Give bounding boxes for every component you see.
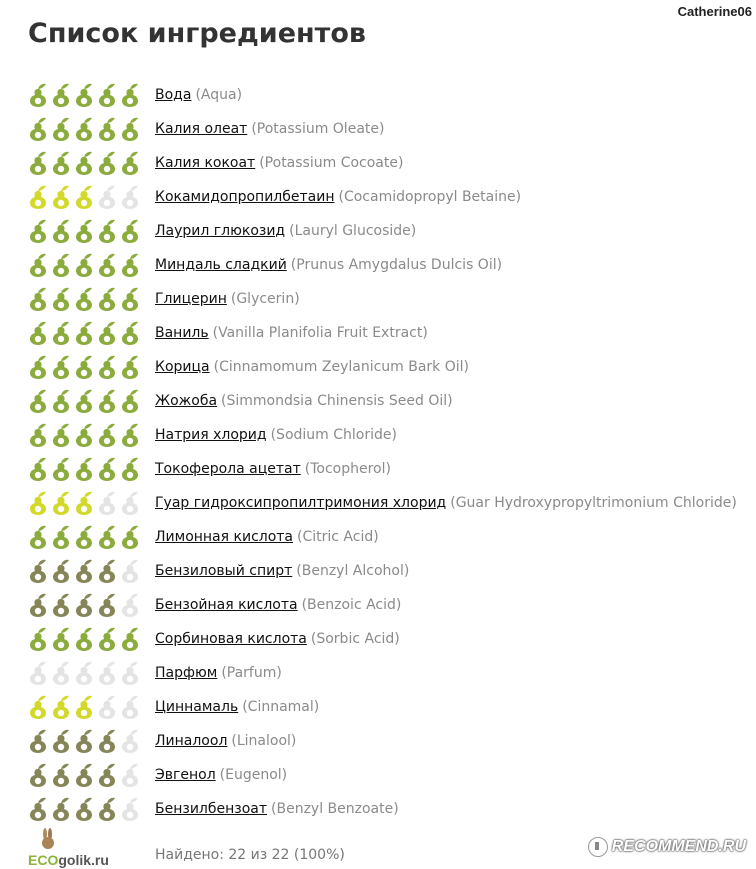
pear-icon <box>28 185 48 209</box>
ingredient-latin-name: (Parfum) <box>221 665 282 681</box>
ingredient-row <box>28 724 756 758</box>
safety-rating <box>28 797 155 821</box>
pear-icon <box>97 287 117 311</box>
ingredient-latin-name: (Benzyl Benzoate) <box>271 801 399 817</box>
pear-icon <box>74 729 94 753</box>
pear-icon <box>51 661 71 685</box>
pear-icon <box>120 593 140 617</box>
pear-icon <box>51 219 71 243</box>
ingredient-latin-name: (Simmondsia Chinensis Seed Oil) <box>221 393 453 409</box>
pear-icon <box>120 627 140 651</box>
ingredient-row <box>28 520 756 554</box>
pear-icon <box>28 355 48 379</box>
pear-icon <box>28 83 48 107</box>
safety-rating <box>28 389 155 413</box>
pear-icon <box>28 763 48 787</box>
pear-icon <box>74 321 94 345</box>
pear-icon <box>28 695 48 719</box>
ingredient-link[interactable]: Лимонная кислота <box>155 529 294 545</box>
safety-rating <box>28 491 155 515</box>
pear-icon <box>74 661 94 685</box>
ingredient-row <box>28 316 756 350</box>
pear-icon <box>97 627 117 651</box>
pear-icon <box>51 151 71 175</box>
pear-icon <box>97 763 117 787</box>
pear-icon <box>28 117 48 141</box>
ingredient-latin-name: (Sodium Chloride) <box>270 427 397 443</box>
pear-icon <box>28 287 48 311</box>
ingredient-row <box>28 214 756 248</box>
pear-icon <box>74 389 94 413</box>
pear-icon <box>74 185 94 209</box>
pear-icon <box>120 321 140 345</box>
safety-rating <box>28 83 155 107</box>
safety-rating <box>28 695 155 719</box>
ingredient-latin-name: (Benzyl Alcohol) <box>296 563 410 579</box>
ingredient-row <box>28 112 756 146</box>
ingredient-link[interactable]: Миндаль сладкий <box>155 257 287 273</box>
pear-icon <box>28 661 48 685</box>
pear-icon <box>74 83 94 107</box>
ingredient-row <box>28 248 756 282</box>
ingredient-link[interactable]: Калия олеат <box>155 121 248 137</box>
ingredient-latin-name: (Citric Acid) <box>297 529 379 545</box>
ingredient-link[interactable]: Натрия хлорид <box>155 427 267 443</box>
safety-rating <box>28 117 155 141</box>
ingredient-row <box>28 78 756 112</box>
pear-icon <box>51 695 71 719</box>
safety-rating <box>28 593 155 617</box>
safety-rating <box>28 661 155 685</box>
ingredient-link[interactable]: Сорбиновая кислота <box>155 631 307 647</box>
ingredient-link[interactable]: Гуар гидроксипропилтримония хлорид <box>155 495 447 511</box>
pear-icon <box>74 627 94 651</box>
ingredient-row <box>28 486 756 520</box>
ingredient-latin-name: (Tocopherol) <box>304 461 391 477</box>
ingredient-link[interactable]: Циннамаль <box>155 699 239 715</box>
ingredient-latin-name: (Vanilla Planifolia Fruit Extract) <box>212 325 428 341</box>
pear-icon <box>74 253 94 277</box>
pear-icon <box>51 355 71 379</box>
ingredient-row <box>28 384 756 418</box>
ingredient-link[interactable]: Бензойная кислота <box>155 597 298 613</box>
pear-icon <box>28 151 48 175</box>
pear-icon <box>120 355 140 379</box>
found-count: Найдено: 22 из 22 (100%) <box>155 847 345 863</box>
pear-icon <box>120 185 140 209</box>
pear-icon <box>120 695 140 719</box>
pear-icon <box>51 287 71 311</box>
pear-icon <box>97 525 117 549</box>
pear-icon <box>120 253 140 277</box>
recommend-logo-icon <box>588 837 608 857</box>
ingredient-row <box>28 146 756 180</box>
pear-icon <box>28 321 48 345</box>
ingredient-latin-name: (Linalool) <box>231 733 297 749</box>
pear-icon <box>74 355 94 379</box>
ingredient-row <box>28 792 756 826</box>
ingredient-link[interactable]: Линалоол <box>155 733 228 749</box>
pear-icon <box>51 525 71 549</box>
pear-icon <box>28 423 48 447</box>
ingredient-row <box>28 350 756 384</box>
ingredient-row <box>28 418 756 452</box>
pear-icon <box>51 763 71 787</box>
ingredient-row <box>28 690 756 724</box>
safety-rating <box>28 253 155 277</box>
pear-icon <box>74 763 94 787</box>
pear-icon <box>120 389 140 413</box>
pear-icon <box>28 525 48 549</box>
ecogolik-logo[interactable] <box>28 832 155 868</box>
pear-icon <box>51 117 71 141</box>
safety-rating <box>28 321 155 345</box>
pear-icon <box>51 389 71 413</box>
ingredient-latin-name: (Glycerin) <box>230 291 300 307</box>
pear-icon <box>51 627 71 651</box>
bunny-icon <box>38 828 58 850</box>
pear-icon <box>51 423 71 447</box>
safety-rating <box>28 219 155 243</box>
pear-icon <box>51 593 71 617</box>
pear-icon <box>120 763 140 787</box>
pear-icon <box>51 729 71 753</box>
ingredient-latin-name: (Potassium Cocoate) <box>259 155 404 171</box>
logo-eco-text: ECO <box>28 852 59 868</box>
pear-icon <box>97 593 117 617</box>
pear-icon <box>28 729 48 753</box>
ingredient-link[interactable]: Жожоба <box>155 393 218 409</box>
pear-icon <box>97 355 117 379</box>
pear-icon <box>120 729 140 753</box>
pear-icon <box>74 423 94 447</box>
safety-rating <box>28 185 155 209</box>
pear-icon <box>74 219 94 243</box>
pear-icon <box>51 559 71 583</box>
username[interactable]: Catherine06 <box>677 4 752 19</box>
safety-rating <box>28 287 155 311</box>
pear-icon <box>28 219 48 243</box>
ingredient-latin-name: (Cinnamal) <box>242 699 320 715</box>
pear-icon <box>120 491 140 515</box>
pear-icon <box>51 83 71 107</box>
ingredient-link[interactable]: Лаурил глюкозид <box>155 223 286 239</box>
ingredient-latin-name: (Prunus Amygdalus Dulcis Oil) <box>290 257 503 273</box>
ingredient-row <box>28 622 756 656</box>
pear-icon <box>97 321 117 345</box>
ingredient-latin-name: (Guar Hydroxypropyltrimonium Chloride) <box>450 495 737 511</box>
pear-icon <box>51 253 71 277</box>
pear-icon <box>97 83 117 107</box>
pear-icon <box>97 661 117 685</box>
footer <box>28 832 345 868</box>
pear-icon <box>97 151 117 175</box>
pear-icon <box>120 219 140 243</box>
ingredient-row <box>28 452 756 486</box>
ingredient-row <box>28 758 756 792</box>
pear-icon <box>51 185 71 209</box>
pear-icon <box>51 797 71 821</box>
pear-icon <box>97 457 117 481</box>
pear-icon <box>28 627 48 651</box>
recommend-watermark <box>588 837 746 857</box>
pear-icon <box>120 661 140 685</box>
pear-icon <box>97 253 117 277</box>
ingredient-latin-name: (Eugenol) <box>219 767 288 783</box>
watermark-text: RECOMMEND.RU <box>611 838 746 855</box>
pear-icon <box>28 253 48 277</box>
pear-icon <box>97 219 117 243</box>
pear-icon <box>51 457 71 481</box>
ingredient-row <box>28 180 756 214</box>
ingredient-latin-name: (Benzoic Acid) <box>301 597 402 613</box>
ingredient-latin-name: (Aqua) <box>195 87 243 103</box>
ingredient-row <box>28 282 756 316</box>
pear-icon <box>97 423 117 447</box>
pear-icon <box>74 525 94 549</box>
ingredient-row <box>28 588 756 622</box>
pear-icon <box>120 117 140 141</box>
ingredient-link[interactable]: Бензилбензоат <box>155 801 268 817</box>
safety-rating <box>28 729 155 753</box>
pear-icon <box>28 457 48 481</box>
logo-domain-text: golik.ru <box>58 852 109 868</box>
safety-rating <box>28 423 155 447</box>
pear-icon <box>74 287 94 311</box>
pear-icon <box>120 83 140 107</box>
pear-icon <box>28 593 48 617</box>
ingredient-latin-name: (Sorbic Acid) <box>310 631 400 647</box>
pear-icon <box>120 559 140 583</box>
pear-icon <box>74 695 94 719</box>
pear-icon <box>28 559 48 583</box>
pear-icon <box>51 491 71 515</box>
pear-icon <box>51 321 71 345</box>
pear-icon <box>97 117 117 141</box>
ingredient-link[interactable]: Вода <box>155 87 192 103</box>
safety-rating <box>28 763 155 787</box>
pear-icon <box>97 559 117 583</box>
pear-icon <box>28 491 48 515</box>
ingredient-latin-name: (Potassium Oleate) <box>251 121 385 137</box>
pear-icon <box>74 559 94 583</box>
pear-icon <box>97 185 117 209</box>
ingredient-row <box>28 656 756 690</box>
pear-icon <box>97 797 117 821</box>
page-title: Список ингредиентов <box>28 18 366 49</box>
ingredient-link[interactable]: Калия кокоат <box>155 155 256 171</box>
pear-icon <box>74 117 94 141</box>
safety-rating <box>28 627 155 651</box>
pear-icon <box>97 729 117 753</box>
pear-icon <box>120 287 140 311</box>
pear-icon <box>74 593 94 617</box>
ingredient-link[interactable]: Эвгенол <box>155 767 216 783</box>
ingredient-link[interactable]: Бензиловый спирт <box>155 563 293 579</box>
ingredient-latin-name: (Cinnamomum Zeylanicum Bark Oil) <box>213 359 469 375</box>
safety-rating <box>28 559 155 583</box>
pear-icon <box>120 423 140 447</box>
ingredient-link[interactable]: Корица <box>155 359 210 375</box>
ingredient-latin-name: (Cocamidopropyl Betaine) <box>338 189 522 205</box>
pear-icon <box>97 389 117 413</box>
ingredient-link[interactable]: Токоферола ацетат <box>155 461 301 477</box>
pear-icon <box>97 695 117 719</box>
safety-rating <box>28 151 155 175</box>
safety-rating <box>28 457 155 481</box>
ingredient-link[interactable]: Ваниль <box>155 325 209 341</box>
ingredient-list <box>28 78 756 826</box>
pear-icon <box>74 491 94 515</box>
pear-icon <box>74 151 94 175</box>
pear-icon <box>120 151 140 175</box>
pear-icon <box>28 797 48 821</box>
pear-icon <box>120 457 140 481</box>
ingredient-link[interactable]: Глицерин <box>155 291 227 307</box>
ingredient-row <box>28 554 756 588</box>
pear-icon <box>120 797 140 821</box>
pear-icon <box>74 457 94 481</box>
ingredient-link[interactable]: Парфюм <box>155 665 218 681</box>
ingredient-latin-name: (Lauryl Glucoside) <box>289 223 417 239</box>
pear-icon <box>28 389 48 413</box>
safety-rating <box>28 355 155 379</box>
pear-icon <box>97 491 117 515</box>
safety-rating <box>28 525 155 549</box>
pear-icon <box>74 797 94 821</box>
pear-icon <box>120 525 140 549</box>
ingredient-link[interactable]: Кокамидопропилбетаин <box>155 189 335 205</box>
